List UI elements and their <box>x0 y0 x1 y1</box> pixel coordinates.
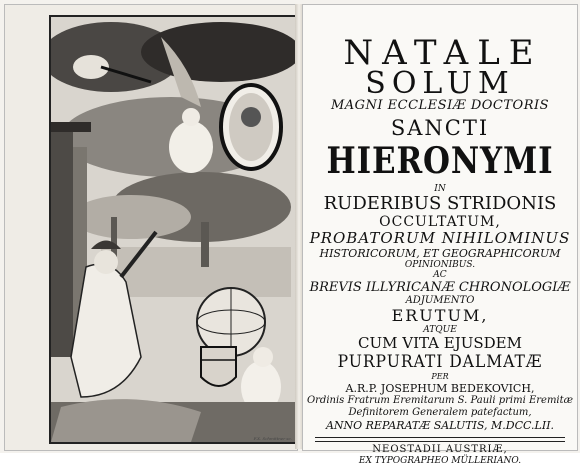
imprint-rule <box>315 437 565 442</box>
title-line-historicorum: HISTORICORUM, ET GEOGRAPHICORUM <box>319 247 561 260</box>
title-line-atque: ATQUE <box>423 325 457 335</box>
title-line-author: A.R.P. JOSEPHUM BEDEKOVICH, <box>345 382 535 395</box>
right-page-title <box>302 4 578 466</box>
title-line-erutum: ERUTUM, <box>391 306 489 325</box>
title-line-magni: MAGNI ECCLESIÆ DOCTORIS <box>330 98 550 113</box>
title-line-opinionibus: OPINIONIBUS. <box>404 260 476 270</box>
title-line-solum: SOLUM <box>365 66 515 101</box>
engraving-illustration <box>51 17 295 442</box>
title-line-purpurati: PURPURATI DALMATÆ <box>337 352 543 372</box>
title-line-probatorum: PROBATORUM NIHILOMINUS <box>309 229 571 247</box>
title-line-natale: NATALE <box>343 33 543 73</box>
frontispiece-engraving <box>49 15 297 444</box>
title-line-definitorem: Definitorem Generalem patefactum, <box>348 407 532 418</box>
title-line-hieronymi: HIERONYMI <box>326 140 554 182</box>
title-line-brevis: BREVIS ILLYRICANÆ CHRONOLOGIÆ <box>309 280 571 295</box>
title-line-cum-vita: CUM VITA EJUSDEM <box>357 334 522 352</box>
title-line-in: IN <box>434 184 446 194</box>
title-block <box>303 5 577 466</box>
imprint-printer: EX TYPOGRAPHEO MÜLLERIANO. <box>358 456 522 466</box>
title-line-occultatum: OCCULTATUM, <box>379 214 501 230</box>
title-line-anno: ANNO REPARATÆ SALUTIS, M.DCC.LII. <box>325 419 555 432</box>
left-page-frontispiece <box>4 4 298 451</box>
title-line-ruderibus: RUDERIBUS STRIDONIS <box>323 193 557 214</box>
title-line-sancti: SANCTI <box>390 116 490 140</box>
title-line-ordinis: Ordinis Fratrum Eremitarum S. Pauli primi Eremitæ <box>306 395 574 406</box>
engraver-signature: F.X. Schmittner sc. <box>253 436 292 441</box>
title-line-ac: AC <box>433 270 447 280</box>
title-line-adjumento: ADJUMENTO <box>405 295 475 306</box>
title-line-per: PER <box>431 372 449 381</box>
imprint-place: NEOSTADII AUSTRIÆ, <box>372 444 508 455</box>
